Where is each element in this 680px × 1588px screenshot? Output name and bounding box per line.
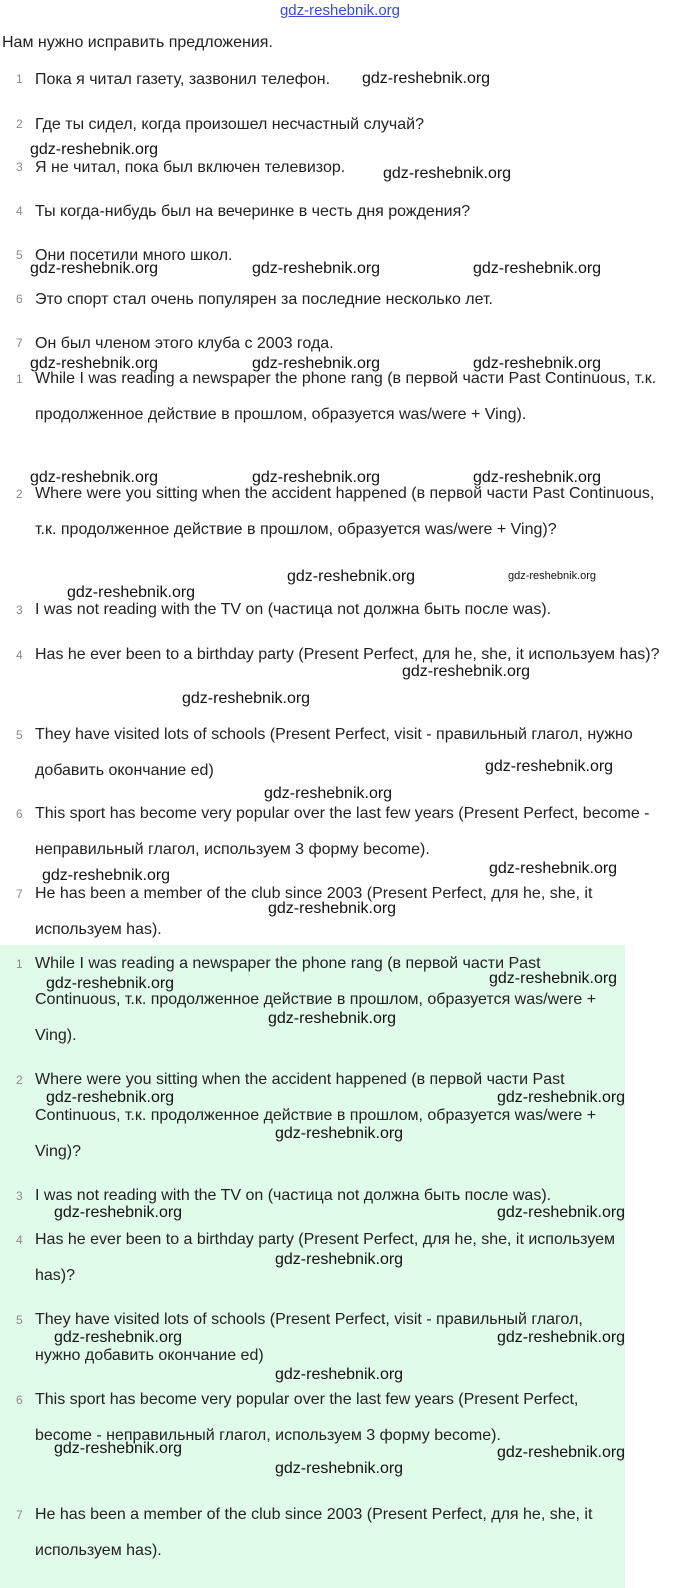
item-number: 1: [16, 72, 23, 86]
item-text: They have visited lots of schools (Present Perfect, visit - правильный глагол, нужно добавить окончание ed): [35, 1311, 583, 1364]
watermark-text: gdz-reshebnik.org: [275, 1460, 404, 1477]
watermark-text: gdz-reshebnik.org: [67, 584, 196, 601]
item-text: Пока я читал газету, зазвонил телефон.: [35, 71, 331, 88]
item-number: 5: [16, 248, 23, 262]
item-number: 7: [16, 887, 23, 901]
item-number: 5: [16, 728, 23, 742]
watermark-text: gdz-reshebnik.org: [402, 663, 531, 680]
item-number: 2: [16, 1073, 23, 1087]
watermark-text: gdz-reshebnik.org: [362, 70, 491, 87]
item-number: 4: [16, 1233, 23, 1247]
item-text: They have visited lots of schools (Present Perfect, visit - правильный глагол, нужно добавить окончание ed): [35, 726, 633, 779]
watermark-text: gdz-reshebnik.org: [497, 1444, 626, 1461]
watermark-text: gdz-reshebnik.org: [30, 141, 159, 158]
watermark-text: gdz-reshebnik.org: [252, 355, 381, 372]
item-text: He has been a member of the club since 2003 (Present Perfect, для he, she, it используем has).: [35, 885, 593, 938]
watermark-text: gdz-reshebnik.org: [485, 758, 614, 775]
item-number: 6: [16, 292, 23, 306]
watermark-text: gdz-reshebnik.org: [383, 165, 512, 182]
item-text: Я не читал, пока был включен телевизор.: [35, 159, 346, 176]
watermark-text: gdz-reshebnik.org: [473, 469, 602, 486]
watermark-text: gdz-reshebnik.org: [275, 1251, 404, 1268]
item-number: 7: [16, 336, 23, 350]
item-text: I was not reading with the TV on (частица not должна быть после was).: [35, 1187, 552, 1204]
item-text: While I was reading a newspaper the phone rang (в первой части Past Continuous, т.к. продолженное действие в прошлом, образуется was/were + Ving).: [35, 370, 657, 423]
watermark-text: gdz-reshebnik.org: [54, 1204, 183, 1221]
top-watermark-link[interactable]: gdz-reshebnik.org: [279, 2, 401, 19]
item-number: 1: [16, 957, 23, 971]
watermark-text: gdz-reshebnik.org: [489, 970, 618, 987]
watermark-text: gdz-reshebnik.org: [287, 568, 416, 585]
watermark-text: gdz-reshebnik.org: [508, 570, 597, 582]
item-text: Он был членом этого клуба с 2003 года.: [35, 335, 334, 352]
watermark-text: gdz-reshebnik.org: [30, 355, 159, 372]
item-text: He has been a member of the club since 2003 (Present Perfect, для he, she, it используем has).: [35, 1506, 593, 1559]
item-number: 1: [16, 372, 23, 386]
item-text: Это спорт стал очень популярен за последние несколько лет.: [35, 291, 493, 308]
watermark-text: gdz-reshebnik.org: [489, 860, 618, 877]
item-number: 3: [16, 1189, 23, 1203]
item-text: Has he ever been to a birthday party (Present Perfect, для he, she, it используем has)?: [35, 1231, 616, 1284]
watermark-text: gdz-reshebnik.org: [268, 900, 397, 917]
item-text: Where were you sitting when the accident happened (в первой части Past Continuous, т.к. продолженное действие в прошлом, образуется was/were + Ving)?: [35, 1071, 597, 1160]
item-number: 3: [16, 160, 23, 174]
item-number: 6: [16, 1393, 23, 1407]
item-text: I was not reading with the TV on (частица not должна быть после was).: [35, 601, 552, 618]
item-text: This sport has become very popular over the last few years (Present Perfect, become - неправильный глагол, используем 3 форму become).: [35, 1391, 579, 1444]
item-number: 6: [16, 807, 23, 821]
watermark-text: gdz-reshebnik.org: [46, 1089, 175, 1106]
item-text: Где ты сидел, когда произошел несчастный случай?: [35, 116, 424, 133]
watermark-text: gdz-reshebnik.org: [264, 785, 393, 802]
watermark-text: gdz-reshebnik.org: [275, 1366, 404, 1383]
watermark-text: gdz-reshebnik.org: [497, 1329, 626, 1346]
watermark-text: gdz-reshebnik.org: [54, 1440, 183, 1457]
item-number: 4: [16, 204, 23, 218]
watermark-text: gdz-reshebnik.org: [252, 260, 381, 277]
item-text: Has he ever been to a birthday party (Present Perfect, для he, she, it используем has)?: [35, 646, 660, 663]
item-number: 2: [16, 487, 23, 501]
watermark-text: gdz-reshebnik.org: [473, 355, 602, 372]
watermark-text: gdz-reshebnik.org: [30, 260, 159, 277]
watermark-text: gdz-reshebnik.org: [497, 1089, 626, 1106]
watermark-text: gdz-reshebnik.org: [46, 975, 175, 992]
item-number: 5: [16, 1313, 23, 1327]
item-number: 4: [16, 648, 23, 662]
item-text: Они посетили много школ.: [35, 247, 233, 264]
item-number: 3: [16, 603, 23, 617]
watermark-text: gdz-reshebnik.org: [54, 1329, 183, 1346]
watermark-text: gdz-reshebnik.org: [42, 867, 171, 884]
watermark-text: gdz-reshebnik.org: [182, 690, 311, 707]
watermark-text: gdz-reshebnik.org: [252, 469, 381, 486]
item-text: Ты когда-нибудь был на вечеринке в честь дня рождения?: [35, 203, 471, 220]
watermark-text: gdz-reshebnik.org: [473, 260, 602, 277]
intro-text: Нам нужно исправить предложения.: [2, 34, 273, 51]
watermark-text: gdz-reshebnik.org: [30, 469, 159, 486]
item-number: 7: [16, 1508, 23, 1522]
watermark-text: gdz-reshebnik.org: [497, 1204, 626, 1221]
item-number: 2: [16, 117, 23, 131]
item-text: Where were you sitting when the accident happened (в первой части Past Continuous, т.к. продолженное действие в прошлом, образуется was/were + Ving)?: [35, 485, 655, 538]
watermark-text: gdz-reshebnik.org: [268, 1010, 397, 1027]
watermark-text: gdz-reshebnik.org: [275, 1125, 404, 1142]
item-text: This sport has become very popular over the last few years (Present Perfect, become - неправильный глагол, используем 3 форму become).: [35, 805, 650, 858]
item-text: While I was reading a newspaper the phone rang (в первой части Past Continuous, т.к. продолженное действие в прошлом, образуется was/were + Ving).: [35, 955, 597, 1044]
